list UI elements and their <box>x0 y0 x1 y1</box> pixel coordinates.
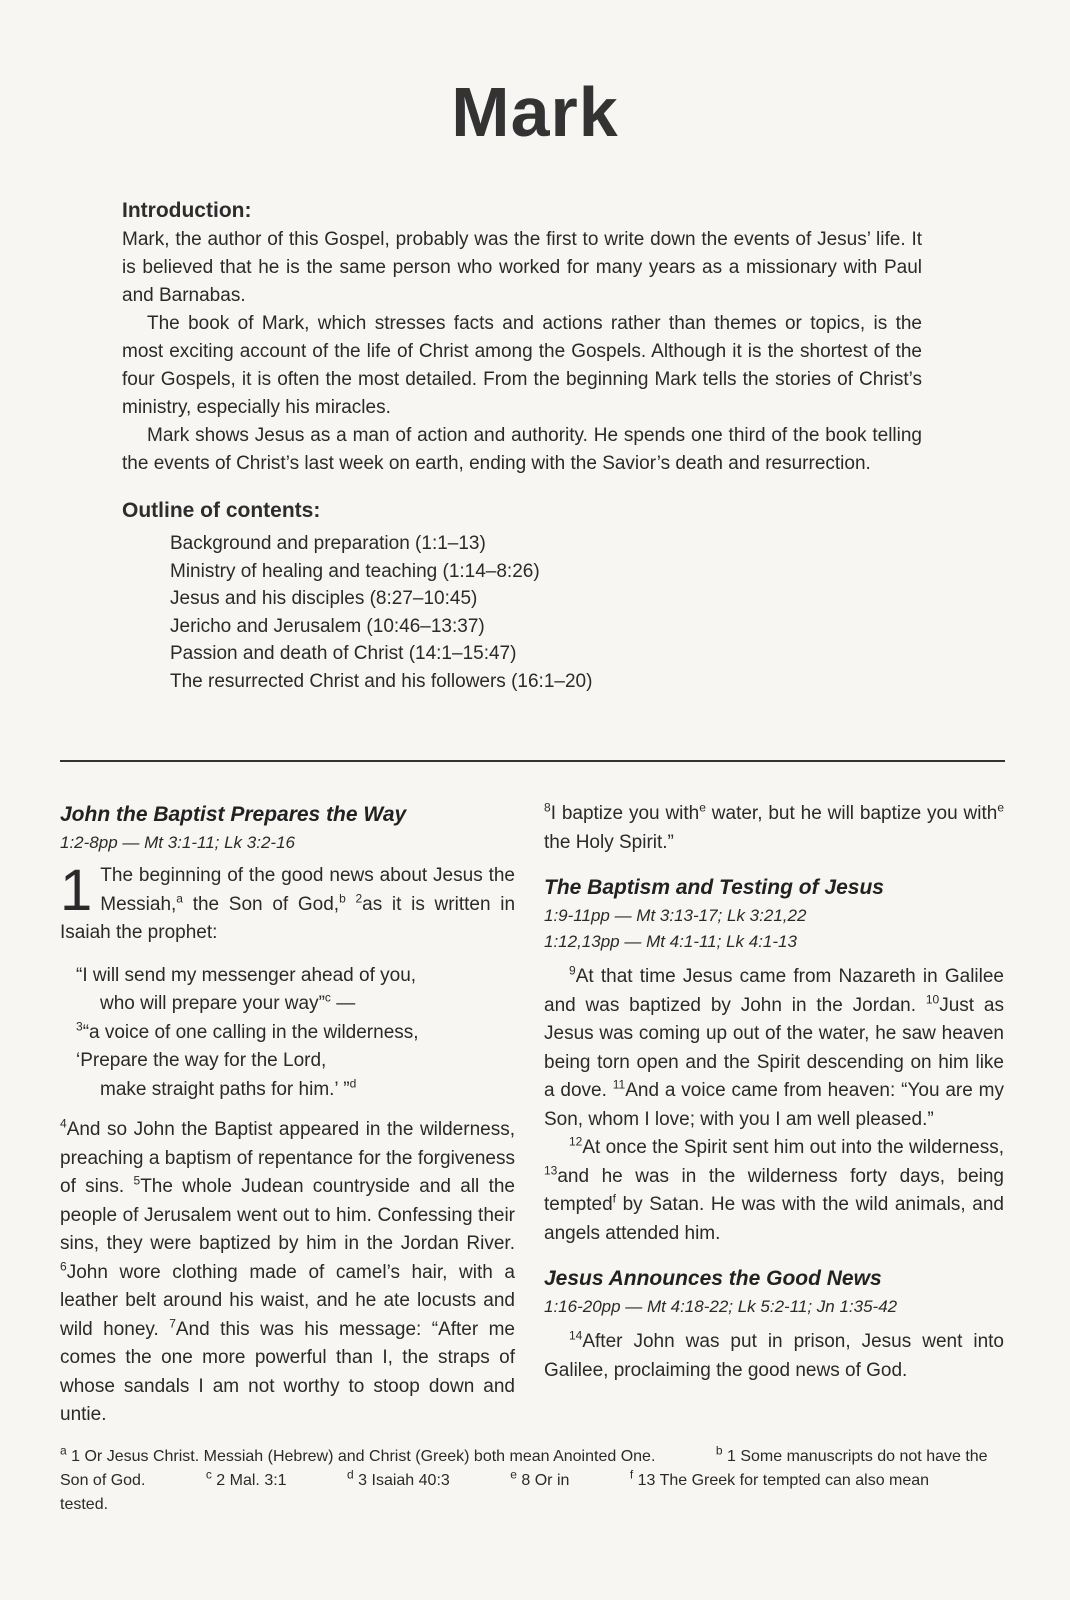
footnote-letter: d <box>347 1467 354 1482</box>
footnote-body: 8 Or in <box>521 1472 570 1489</box>
footnote <box>510 1467 597 1489</box>
verse-text: After John was put in prison, Jesus went into Galilee, proclaiming the good news of God. <box>544 1331 1004 1381</box>
verse-text: Just as Jesus was coming up out of the water, he saw heaven being torn open and the Spirit descending on him like a dove. <box>544 994 1004 1101</box>
intro-paragraph: Mark shows Jesus as a man of action and authority. He spends one third of the book telling the events of Christ’s last week on earth, ending with the Savior’s death and resurrection. <box>122 425 922 474</box>
verse-text: the Son of God, <box>182 893 340 915</box>
quotation-block <box>76 962 515 1105</box>
footnote <box>347 1467 478 1489</box>
book-title: Mark <box>451 73 619 151</box>
footnote-marker[interactable]: e <box>997 800 1004 815</box>
footnote-body: 13 The Greek for tempted can also mean tested. <box>60 1472 930 1513</box>
verse-number: 8 <box>544 800 551 815</box>
verse-number: 10 <box>925 992 940 1007</box>
verse-number: 7 <box>169 1316 176 1331</box>
parallel-passages: 1:9-11pp — Mt 3:13-17; Lk 3:21,22 <box>544 906 807 925</box>
verse-number: 5 <box>133 1173 141 1188</box>
introduction-heading: Introduction: <box>122 199 252 222</box>
verse-number: 13 <box>544 1163 558 1178</box>
outline-item: Passion and death of Christ (14:1–15:47) <box>170 643 517 664</box>
verse-paragraph <box>544 963 1004 1134</box>
footnote-marker[interactable]: d <box>349 1076 357 1091</box>
quote-line <box>76 1076 515 1105</box>
verse-text: John wore clothing made of camel’s hair, with a leather belt around his waist, and he ate locusts and wild honey. <box>60 1261 515 1340</box>
verse-text: The whole Judean countryside and all the people of Jerusalem went out to him. Confessing their sins, they were baptized by him in the Jordan River. <box>60 1176 515 1254</box>
quote-line <box>76 1019 515 1048</box>
quote-line: ‘Prepare the way for the Lord, <box>76 1050 327 1071</box>
verse-paragraph <box>60 1116 515 1430</box>
quote-text: who will prepare your way” <box>100 993 325 1014</box>
quote-line: “I will send my messenger ahead of you, <box>76 964 417 986</box>
footnote <box>60 1443 683 1465</box>
outline-item: Background and preparation (1:1–13) <box>170 533 486 554</box>
footnote-marker[interactable]: e <box>699 800 706 815</box>
section-divider <box>60 760 1005 762</box>
footnote-marker[interactable]: b <box>339 891 346 906</box>
verse-number: 9 <box>569 963 576 978</box>
verse-paragraph <box>544 800 1004 857</box>
section-heading: The Baptism and Testing of Jesus <box>544 876 884 899</box>
parallel-passages: 1:12,13pp — Mt 4:1-11; Lk 4:1-13 <box>544 932 797 951</box>
footnote-body: 1 Some manuscripts do not have the Son of God. <box>60 1448 988 1489</box>
outline-item: Ministry of healing and teaching (1:14–8:26) <box>170 560 540 582</box>
verse-number: 14 <box>569 1328 583 1343</box>
parallel-passages: 1:2-8pp — Mt 3:1-11; Lk 3:2-16 <box>60 833 295 852</box>
verse-text: At that time Jesus came from Nazareth in Galilee and was baptized by John in the Jordan. <box>544 966 1004 1016</box>
footnote-letter: b <box>715 1443 723 1458</box>
footnote-text <box>60 1445 1005 1517</box>
verse-text: The beginning of the good news about Jesus the Messiah, <box>100 865 515 915</box>
quote-text: make straight paths for him.’ ” <box>100 1078 350 1100</box>
footnote-body: 1 Or Jesus Christ. Messiah (Hebrew) and Christ (Greek) both mean Anointed One. <box>71 1448 656 1465</box>
footnote-marker[interactable]: a <box>176 891 183 906</box>
verse-text: water, but he will baptize you with <box>705 803 998 824</box>
footnote-letter: a <box>60 1443 67 1458</box>
intro-paragraph: The book of Mark, which stresses facts and actions rather than themes or topics, is the most exciting account of the life of Christ among the Gospels. Although it is the shortest of the four Gospels, it is often the most detailed. From the beginning Mark tells the stories of Christ’s ministry, especially his miracles. <box>122 313 922 418</box>
footnote-letter: c <box>205 1467 212 1482</box>
verse-text: And so John the Baptist appeared in the wilderness, preaching a baptism of repentance for the forgiveness of sins. <box>60 1119 515 1197</box>
outline-item: The resurrected Christ and his followers (16:1–20) <box>170 670 593 692</box>
quote-text: “a voice of one calling in the wilderness, <box>82 1021 419 1043</box>
verse-number: 11 <box>612 1077 626 1092</box>
quote-text: — <box>330 993 356 1014</box>
chapter-number: 1 <box>60 858 93 923</box>
verse-number: 6 <box>60 1259 67 1274</box>
outline-heading: Outline of contents: <box>122 499 321 522</box>
footnote-body: 3 Isaiah 40:3 <box>358 1472 450 1489</box>
footnote-letter: f <box>629 1467 634 1482</box>
verse-number: 2 <box>355 891 363 906</box>
verse-text: the Holy Spirit.” <box>544 831 674 853</box>
verse-text: And a voice came from heaven: “You are my Son, whom I love; with you I am well pleased.” <box>544 1080 1004 1130</box>
parallel-passages: 1:16-20pp — Mt 4:18-22; Lk 5:2-11; Jn 1:35-42 <box>544 1297 898 1316</box>
section-heading: Jesus Announces the Good News <box>544 1267 882 1290</box>
outline-item: Jericho and Jerusalem (10:46–13:37) <box>170 615 485 637</box>
verse-number: 12 <box>569 1134 583 1149</box>
verse-text: At once the Spirit sent him out into the wilderness, <box>582 1137 1004 1158</box>
outline-list <box>170 530 922 695</box>
chapter-opening-paragraph <box>60 858 516 948</box>
footnote-marker[interactable]: c <box>324 990 331 1005</box>
outline-item: Jesus and his disciples (8:27–10:45) <box>170 588 478 609</box>
footnotes <box>60 1445 1005 1517</box>
verse-number: 3 <box>76 1019 83 1034</box>
footnote <box>205 1467 315 1489</box>
verse-text: And this was his message: “After me comes the one more powerful than I, the straps of whose sandals I am not worthy to stoop down and untie. <box>60 1318 515 1425</box>
quote-line <box>76 990 515 1019</box>
verse-text: and he was in the wilderness forty days, being tempted <box>544 1165 1004 1215</box>
verse-paragraph <box>544 1328 1004 1385</box>
verse-paragraph <box>544 1134 1004 1248</box>
text-column-right <box>544 800 1004 1385</box>
text-column-left <box>60 800 515 1430</box>
footnote-letter: e <box>510 1467 517 1482</box>
verse-text: as it is written in Isaiah the prophet: <box>60 893 516 943</box>
footnote-body: 2 Mal. 3:1 <box>216 1472 287 1489</box>
book-introduction <box>122 196 922 695</box>
verse-number: 4 <box>60 1116 67 1131</box>
footnote-marker[interactable]: f <box>612 1191 616 1206</box>
intro-paragraph: Mark, the author of this Gospel, probably was the first to write down the events of Jesus’ life. It is believed that he is the same person who worked for many years as a missionary with Paul and Barnabas. <box>122 229 922 306</box>
section-heading: John the Baptist Prepares the Way <box>60 803 407 826</box>
verse-text: by Satan. He was with the wild animals, and angels attended him. <box>544 1194 1004 1244</box>
verse-text: I baptize you with <box>550 803 700 824</box>
